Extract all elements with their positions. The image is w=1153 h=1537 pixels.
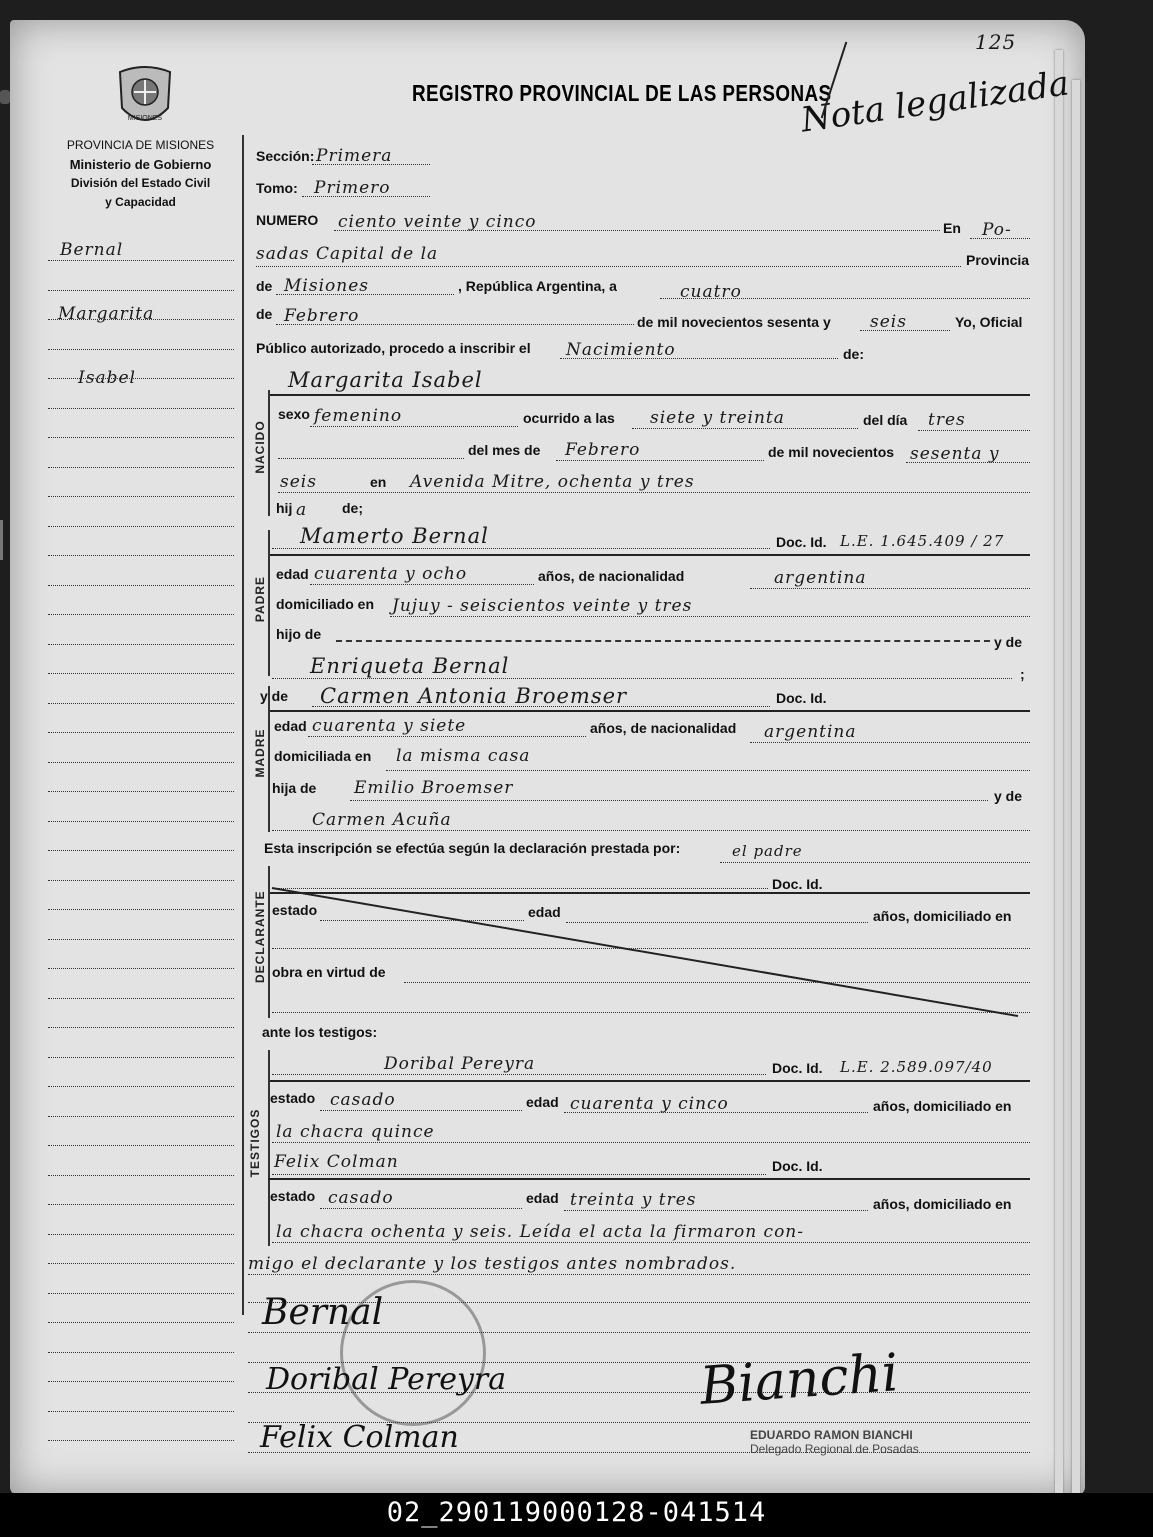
section-bracket xyxy=(268,686,270,832)
anio-value: seis xyxy=(870,312,907,332)
testigo2-name: Felix Colman xyxy=(274,1152,399,1172)
madre-section-label: MADRE xyxy=(253,728,267,778)
dotted-line xyxy=(750,742,1030,743)
dotted-line xyxy=(970,238,1030,239)
page-number: 125 xyxy=(975,30,1017,54)
margin-surname: Bernal xyxy=(60,240,124,260)
anio-b-value: seis xyxy=(280,472,317,492)
margin-dotted-line xyxy=(48,585,234,586)
margin-dotted-line xyxy=(48,1234,234,1235)
dotted-line xyxy=(272,1174,766,1175)
madre-yde-label: y de xyxy=(260,688,289,704)
madre-nac-label: años, de nacionalidad xyxy=(590,720,737,736)
margin-dotted-line xyxy=(48,791,234,792)
margin-dotted-line xyxy=(48,467,234,468)
padre-yde-label: y de xyxy=(994,634,1023,650)
dotted-line xyxy=(310,584,534,585)
nacido-name: Margarita Isabel xyxy=(288,368,483,392)
margin-dotted-line xyxy=(48,1381,234,1382)
margin-given-name: Margarita xyxy=(58,304,155,324)
dotted-line xyxy=(272,830,1030,831)
dia-nac-value: tres xyxy=(928,410,966,430)
yo-oficial-label: Yo, Oficial xyxy=(955,314,1023,330)
en-value: Po- xyxy=(982,220,1012,240)
svg-text:MISIONES: MISIONES xyxy=(127,115,163,122)
testigo1-domicilio: la chacra quince xyxy=(276,1122,435,1142)
en-label: En xyxy=(943,220,961,236)
en-nac-label: en xyxy=(370,474,387,490)
dotted-line xyxy=(278,458,464,459)
del-dia-label: del día xyxy=(863,412,908,428)
testigo1-estado-label: estado xyxy=(270,1090,316,1106)
abuelo-materno: Emilio Broemser xyxy=(354,778,514,798)
testigo1-anios-label: años, domiciliado en xyxy=(873,1098,1012,1114)
margin-dotted-line xyxy=(48,526,234,527)
margin-dotted-line xyxy=(48,1322,234,1323)
dotted-line xyxy=(906,462,1030,463)
section-rule xyxy=(268,554,1030,556)
margin-dotted-line xyxy=(48,1263,234,1264)
official-stamp-name: EDUARDO RAMON BIANCHI xyxy=(750,1428,913,1442)
margin-dotted-line xyxy=(48,1440,234,1441)
declarante-obra-label: obra en virtud de xyxy=(272,964,386,980)
declaracion-label: Esta inscripción se efectúa según la declaración prestada por: xyxy=(264,840,681,856)
ocurrido-label: ocurrido a las xyxy=(523,410,615,426)
abuela-materna: Carmen Acuña xyxy=(312,810,452,830)
testigo2-anios-label: años, domiciliado en xyxy=(873,1196,1012,1212)
padre-hijo-label: hijo de xyxy=(276,626,322,642)
cancel-diagonal xyxy=(270,884,1032,1020)
declarante-estado-label: estado xyxy=(272,902,318,918)
dotted-line xyxy=(632,428,858,429)
margin-dotted-line xyxy=(48,880,234,881)
dotted-line xyxy=(320,1208,522,1209)
provincia-label: Provincia xyxy=(966,252,1030,268)
testigo2-edad: treinta y tres xyxy=(570,1190,697,1210)
margin-dotted-line xyxy=(48,644,234,645)
republica-label: , República Argentina, a xyxy=(458,278,617,294)
header-block xyxy=(48,136,233,212)
margin-dotted-line xyxy=(48,732,234,733)
padre-semicolon: ; xyxy=(1020,666,1025,682)
testigo2-edad-label: edad xyxy=(526,1190,559,1206)
page-edge xyxy=(1055,50,1063,1500)
margin-dotted-line xyxy=(48,1116,234,1117)
dotted-line xyxy=(390,616,1030,617)
footer-id: 02_290119000128-041514 xyxy=(386,1497,767,1528)
margin-dotted-line xyxy=(48,378,234,379)
signature-official: Bianchi xyxy=(698,1343,901,1417)
dotted-line xyxy=(720,862,1030,863)
margin-dotted-line xyxy=(48,1175,234,1176)
dotted-line xyxy=(560,358,838,359)
margin-dotted-line xyxy=(48,673,234,674)
hora-value: siete y treinta xyxy=(650,408,785,428)
testigo2-estado: casado xyxy=(328,1188,394,1208)
dotted-line xyxy=(320,1110,522,1111)
dotted-line xyxy=(276,294,454,295)
section-rule xyxy=(268,1080,1030,1082)
provincial-seal xyxy=(112,62,178,130)
de-label: de xyxy=(256,278,273,294)
abuela-paterna: Enriqueta Bernal xyxy=(310,654,510,678)
sexo-value: femenino xyxy=(314,406,403,426)
section-bracket xyxy=(268,390,270,516)
margin-dotted-line xyxy=(48,1145,234,1146)
dotted-line xyxy=(312,164,430,165)
province-name: PROVINCIA DE MISIONES xyxy=(66,138,215,152)
section-bracket xyxy=(268,1050,270,1246)
dotted-line xyxy=(564,1210,868,1211)
tomo-label: Tomo: xyxy=(256,180,298,196)
madre-nacionalidad: argentina xyxy=(764,722,857,742)
margin-dotted-line xyxy=(48,408,234,409)
margin-rule xyxy=(242,135,244,1315)
dotted-line xyxy=(272,548,770,549)
de-colon-label: de: xyxy=(843,346,864,362)
margin-dotted-line xyxy=(48,614,234,615)
dotted-line xyxy=(386,770,1030,771)
de-label-2: de xyxy=(256,306,273,322)
madre-doc-label: Doc. Id. xyxy=(776,690,827,706)
delmes-label: del mes de xyxy=(468,442,541,458)
dotted-line xyxy=(278,492,1030,493)
publico-label: Público autorizado, procedo a inscribir el xyxy=(256,340,531,356)
hij-suffix: a xyxy=(296,500,308,520)
section-rule xyxy=(268,710,1030,712)
lugar-value: Avenida Mitre, ochenta y tres xyxy=(410,472,695,492)
division-name: División del Estado Civil xyxy=(70,176,211,190)
padre-doc-value: L.E. 1.645.409 / 27 xyxy=(840,532,1005,550)
declarante-doc-label: Doc. Id. xyxy=(772,876,823,892)
dotted-line xyxy=(302,196,430,197)
dotted-line xyxy=(660,298,1030,299)
testigo1-doc-value: L.E. 2.589.097/40 xyxy=(840,1058,993,1076)
testigos-ante-label: ante los testigos: xyxy=(262,1024,378,1040)
testigos-section-label: TESTIGOS xyxy=(248,1108,262,1178)
testigo2-doc-label: Doc. Id. xyxy=(772,1158,823,1174)
madre-edad-label: edad xyxy=(274,718,307,734)
margin-dotted-line xyxy=(48,1057,234,1058)
margin-dotted-line xyxy=(48,968,234,969)
madre-domicilio: la misma casa xyxy=(396,746,531,766)
signature-testigo-1: Doribal Pereyra xyxy=(266,1362,507,1397)
declarante-edad-label: edad xyxy=(528,904,561,920)
mes-value: Febrero xyxy=(284,306,360,326)
margin-dotted-line xyxy=(48,319,234,320)
dotted-line xyxy=(248,1274,1030,1275)
division-name-2: y Capacidad xyxy=(105,195,176,209)
testigo1-estado: casado xyxy=(330,1090,396,1110)
section-rule xyxy=(268,394,1030,396)
cancel-stroke xyxy=(336,640,990,642)
margin-dotted-line xyxy=(48,349,234,350)
margin-dotted-line xyxy=(48,1411,234,1412)
padre-nacionalidad: argentina xyxy=(774,568,867,588)
dia-value: cuatro xyxy=(680,282,742,302)
padre-name: Mamerto Bernal xyxy=(300,524,489,548)
seccion-value: Primera xyxy=(316,146,393,166)
numero-value: ciento veinte y cinco xyxy=(338,212,537,232)
padre-edad-label: edad xyxy=(276,566,309,582)
padre-edad-value: cuarenta y ocho xyxy=(314,564,468,584)
testigo1-name: Doribal Pereyra xyxy=(384,1054,536,1074)
margin-dotted-line xyxy=(48,1086,234,1087)
numero-label: NUMERO xyxy=(256,212,319,228)
binder-hole xyxy=(0,90,10,104)
dotted-line xyxy=(860,330,950,331)
dotted-line xyxy=(350,800,988,801)
official-stamp xyxy=(750,1428,919,1456)
dotted-line xyxy=(312,706,770,707)
margin-note: Nota legalizada xyxy=(798,63,1072,141)
madre-yde2-label: y de xyxy=(994,788,1023,804)
madre-dom-label: domiciliada en xyxy=(274,748,372,764)
dotted-line xyxy=(272,678,1012,679)
dotted-line xyxy=(272,1242,1030,1243)
testigo2-estado-label: estado xyxy=(270,1188,316,1204)
margin-dotted-line xyxy=(48,1352,234,1353)
acto-value: Nacimiento xyxy=(566,340,676,360)
margin-dotted-line xyxy=(48,998,234,999)
mil-label: de mil novecientos sesenta y xyxy=(637,314,831,330)
margin-dotted-line xyxy=(48,762,234,763)
margin-second-name: Isabel xyxy=(78,368,136,388)
margin-dotted-line xyxy=(48,437,234,438)
padre-nac-label: años, de nacionalidad xyxy=(538,568,685,584)
provincia-value: Misiones xyxy=(284,276,369,296)
declarante-anios-label: años, domiciliado en xyxy=(873,908,1012,924)
margin-dotted-line xyxy=(48,909,234,910)
margin-dotted-line xyxy=(48,850,234,851)
madre-hija-label: hija de xyxy=(272,780,317,796)
binder-clip xyxy=(0,520,25,560)
margin-dotted-line xyxy=(48,703,234,704)
margin-dotted-line xyxy=(48,290,234,291)
margin-dotted-line xyxy=(48,496,234,497)
seccion-label: Sección: xyxy=(256,148,315,164)
ministry-name: Ministerio de Gobierno xyxy=(69,157,212,172)
margin-dotted-line xyxy=(48,555,234,556)
dotted-line xyxy=(918,430,1030,431)
margin-dotted-line xyxy=(48,1027,234,1028)
footer-bar xyxy=(0,1493,1153,1537)
document-title: REGISTRO PROVINCIAL DE LAS PERSONAS xyxy=(412,80,832,106)
dotted-line xyxy=(310,426,518,427)
dotted-line xyxy=(334,230,940,231)
signature-testigo-2: Felix Colman xyxy=(260,1420,459,1455)
declaracion-value: el padre xyxy=(732,842,803,860)
tomo-value: Primero xyxy=(314,178,391,198)
nacido-section-label: NACIDO xyxy=(253,420,267,474)
official-stamp-role: Delegado Regional de Posadas xyxy=(750,1442,919,1456)
anio-a-value: sesenta y xyxy=(910,444,1000,464)
padre-domicilio: Jujuy - seiscientos veinte y tres xyxy=(392,596,693,616)
signature-declarante: Bernal xyxy=(262,1292,384,1333)
margin-dotted-line xyxy=(48,260,234,261)
dotted-line xyxy=(308,736,586,737)
testigo2-domicilio: la chacra ochenta y seis. Leída el acta la firmaron con- xyxy=(276,1222,804,1242)
dotted-line xyxy=(556,460,764,461)
margin-dotted-line xyxy=(48,821,234,822)
margin-dotted-line xyxy=(48,939,234,940)
de-semicolon-label: de; xyxy=(342,500,363,516)
madre-name: Carmen Antonia Broemser xyxy=(320,684,628,708)
dotted-line xyxy=(272,1142,1030,1143)
section-bracket xyxy=(268,530,270,676)
closing-text: migo el declarante y los testigos antes nombrados. xyxy=(248,1254,737,1274)
dotted-line xyxy=(272,1074,766,1075)
testigo1-doc-label: Doc. Id. xyxy=(772,1060,823,1076)
mil-nac-label: de mil novecientos xyxy=(768,444,895,460)
testigo1-edad-label: edad xyxy=(526,1094,559,1110)
dotted-line xyxy=(256,266,961,267)
padre-section-label: PADRE xyxy=(253,575,267,623)
hij-label: hij xyxy=(276,500,293,516)
dotted-line xyxy=(750,588,1030,589)
testigo1-edad: cuarenta y cinco xyxy=(570,1094,729,1114)
declarante-section-label: DECLARANTE xyxy=(253,890,267,983)
dotted-line xyxy=(276,324,634,325)
margin-dotted-line xyxy=(48,1204,234,1205)
sexo-label: sexo xyxy=(278,406,310,422)
mes-nac-value: Febrero xyxy=(565,440,641,460)
margin-dotted-line xyxy=(48,1293,234,1294)
place-value: sadas Capital de la xyxy=(256,244,439,264)
page-edge xyxy=(1072,80,1080,1530)
padre-doc-label: Doc. Id. xyxy=(776,534,827,550)
dotted-line xyxy=(564,1112,868,1113)
section-rule xyxy=(268,1178,1030,1180)
madre-edad-value: cuarenta y siete xyxy=(312,716,467,736)
padre-dom-label: domiciliado en xyxy=(276,596,375,612)
